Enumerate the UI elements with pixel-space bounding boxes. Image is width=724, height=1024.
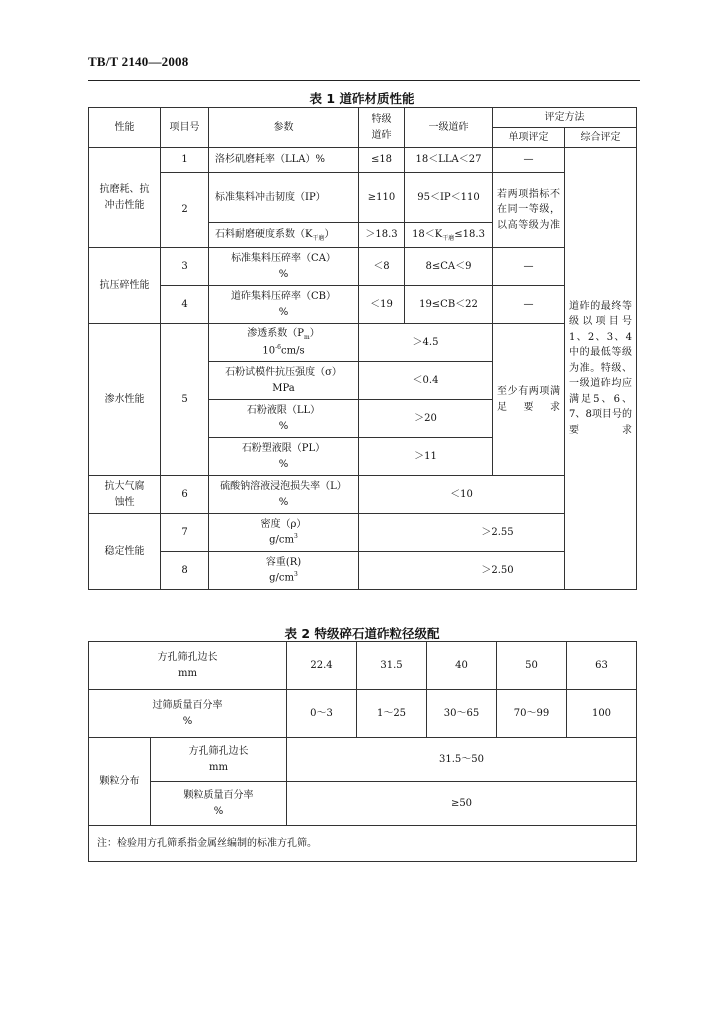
item-no: 7 [161,514,209,552]
param-cell: 标准集料冲击韧度（IP） [209,173,359,223]
param-text-tail: ） [324,228,335,240]
passing-percent-label [89,690,287,738]
header-performance: 性能 [89,108,161,148]
single-eval-value: — [493,148,565,173]
single-eval-value: — [493,286,565,324]
passing-percent-value: 70～99 [497,690,567,738]
param-line2: $10^{-6}cm/s$ [262,343,305,357]
first-grade-subscript: 干磨 [442,234,455,242]
group-crush: 抗压碎性能 [89,248,161,324]
table1-caption: 表 1 道砟材质性能 [309,91,415,106]
param-subscript: 干磨 [312,234,325,242]
param-line2: % [278,268,289,280]
first-grade-value: 18＜LLA＜27 [405,148,493,173]
merged-grade-value: ＞4.5 [359,324,493,362]
header-parameter: 参数 [209,108,359,148]
label-line2: mm [178,667,197,679]
param-line1: 密度（ρ） [260,518,307,530]
param-cell [209,400,359,438]
param-cell [209,248,359,286]
label-line1: 过筛质量百分率 [152,700,223,711]
param-line2: $g/cm^3$ [269,571,298,584]
param-line1: 石粉液限（LL） [246,405,321,416]
header-single-eval: 单项评定 [493,128,565,148]
param-line2: % [278,306,289,318]
param-line2: MPa [272,382,295,394]
param-cell [209,438,359,476]
merged-grade-value: ＜0.4 [359,362,493,400]
document-id: TB/T 2140—2008 [88,54,189,69]
single-eval-value: 至少有两项满足要求 [493,324,565,476]
header-rule [88,80,640,81]
single-eval-value: — [493,248,565,286]
distribution-sub-label [151,738,287,782]
merged-grade-value: ＞20 [359,400,493,438]
sieve-size-value: 40 [427,642,497,690]
single-eval-value: 若两项指标不在同一等级，以高等级为准 [493,173,565,248]
param-line1: 石粉试模件抗压强度（σ） [225,367,342,378]
item-no: 6 [161,476,209,514]
group-abrasion [89,148,161,248]
special-value: ≥110 [359,173,405,223]
param-line1: 容重(R) [265,556,302,568]
param-line2: % [278,458,289,470]
sieve-size-value: 31.5 [357,642,427,690]
label-line2: % [213,805,224,817]
special-value: ＜8 [359,248,405,286]
passing-percent-value: 0～3 [287,690,357,738]
merged-grade-value: ＜10 [359,476,565,514]
param-line1: 标准集料压碎率（CA） [231,253,336,264]
passing-percent-value: 100 [567,690,637,738]
table-note: 注：检验用方孔筛系指金属丝编制的标准方孔筛。 [89,826,637,862]
param-cell [209,476,359,514]
label-line2: mm [209,761,228,773]
item-no: 3 [161,248,209,286]
param-cell [209,514,359,552]
distribution-label: 颗粒分布 [89,738,151,826]
overall-eval-text: 道砟的最终等级以项目号1、2、3、4中的最低等级为准。特级、一级道砟均应满足5、6、7、8项目号的要求 [565,148,637,590]
table2-caption: 表 2 特级碎石道砟粒径级配 [284,626,440,641]
param-line1: 道砟集料压碎率（CB） [231,291,336,302]
param-text: 石料耐磨硬度系数（K [215,228,313,240]
passing-percent-value: 30～65 [427,690,497,738]
param-line1: 渗透系数$(P_m)$ [247,328,320,342]
group-weather [89,476,161,514]
header-item-no: 项目号 [161,108,209,148]
grading-table [88,641,637,862]
special-value: ≤18 [359,148,405,173]
first-grade-value: 19≤CB＜22 [405,286,493,324]
item-no: 5 [161,324,209,476]
group-abrasion-line2: 冲击性能 [104,199,145,211]
sieve-size-value: 50 [497,642,567,690]
header-evaluation: 评定方法 [493,108,637,128]
param-line2: % [278,496,289,508]
label-line2: % [182,715,193,727]
passing-percent-value: 1～25 [357,690,427,738]
merged-grade-value: ＞2.50 [359,552,637,590]
param-cell [209,223,359,248]
item-no: 4 [161,286,209,324]
label-line1: 颗粒质量百分率 [183,790,254,801]
param-cell [209,286,359,324]
label-line1: 方孔筛孔边长 [157,652,218,663]
param-line2: $g/cm^3$ [269,533,298,546]
sieve-size-label [89,642,287,690]
param-line1: 石粉塑液限（PL） [241,443,326,454]
header-overall-eval: 综合评定 [565,128,637,148]
merged-grade-value: ＞2.55 [359,514,637,552]
distribution-value: 31.5～50 [287,738,637,782]
param-cell [209,362,359,400]
param-line1: 硫酸钠溶液浸泡损失率（L） [220,481,347,492]
group-stability: 稳定性能 [89,514,161,590]
param-cell: 洛杉矶磨耗率（LLA）% [209,148,359,173]
item-no: 2 [161,173,209,248]
header-first-grade: 一级道砟 [405,108,493,148]
group-weather-line1: 抗大气腐 [104,481,145,492]
header-special-line1: 特级 [371,114,392,125]
first-grade-text: 18＜K [412,228,443,240]
first-grade-value: 95＜IP＜110 [405,173,493,223]
first-grade-text-tail: ≤18.3 [454,228,485,240]
special-value: ＞18.3 [359,223,405,248]
sieve-size-value: 63 [567,642,637,690]
item-no: 8 [161,552,209,590]
distribution-sub-label [151,782,287,826]
header-special-grade [359,108,405,148]
distribution-value: ≥50 [287,782,637,826]
special-value: ＜19 [359,286,405,324]
material-properties-table [88,107,637,590]
param-cell [209,552,359,590]
item-no: 1 [161,148,209,173]
group-abrasion-line1: 抗磨耗、抗 [99,184,150,195]
header-special-line2: 道砟 [371,129,392,141]
sieve-size-value: 22.4 [287,642,357,690]
param-cell [209,324,359,362]
group-weather-line2: 蚀性 [114,496,135,508]
label-line1: 方孔筛孔边长 [188,746,249,757]
merged-grade-value: ＞11 [359,438,493,476]
group-water: 渗水性能 [89,324,161,476]
first-grade-value: 8≤CA＜9 [405,248,493,286]
param-line2: % [278,420,289,432]
first-grade-value [405,223,493,248]
